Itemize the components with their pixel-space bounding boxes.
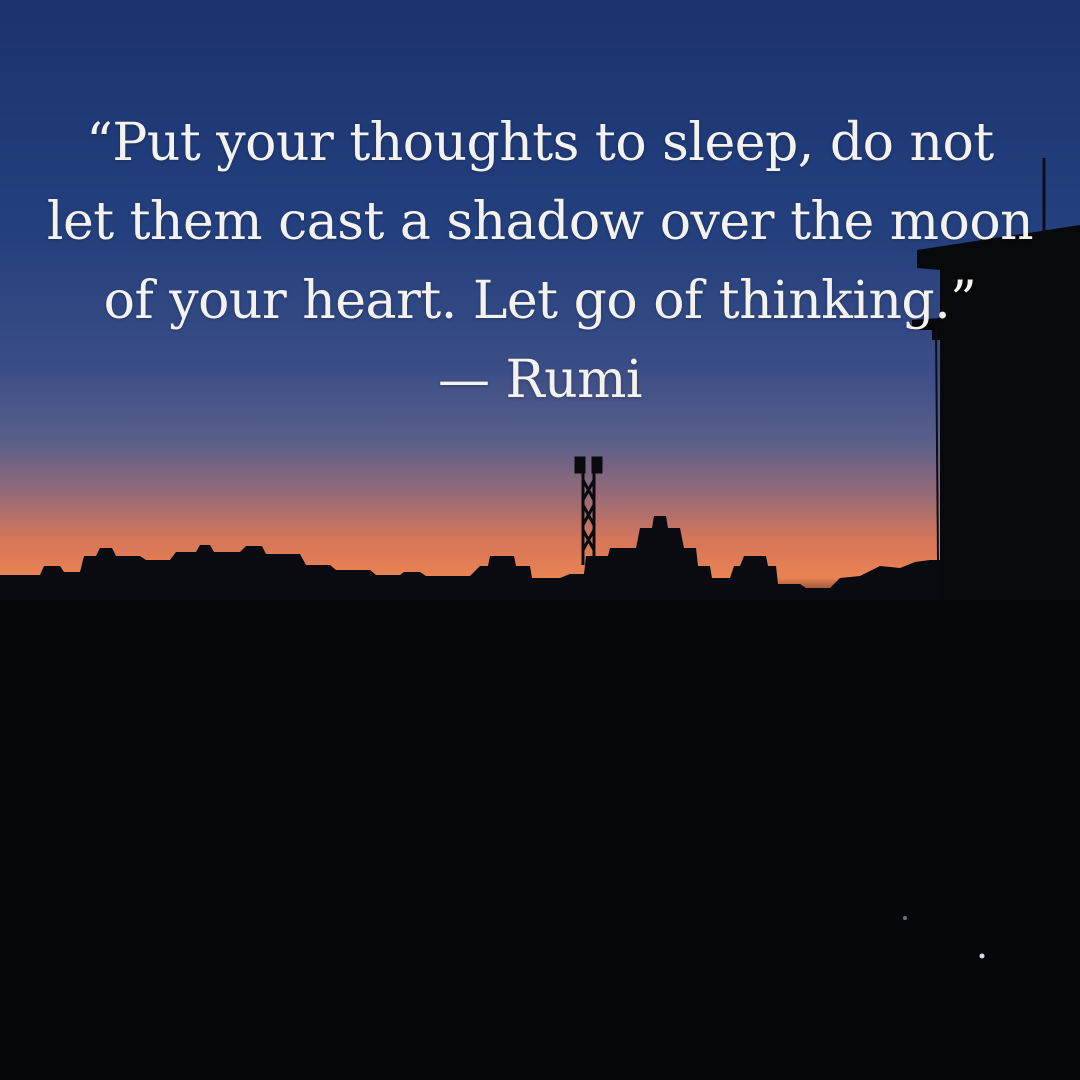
quote-line: let them cast a shadow over the moon bbox=[46, 192, 1034, 252]
quote-attribution: — Rumi bbox=[437, 350, 643, 410]
quote-text-block bbox=[40, 104, 1040, 420]
cell-tower bbox=[576, 458, 601, 565]
quote-line: “Put your thoughts to sleep, do not bbox=[86, 113, 994, 173]
quote-line: of your heart. Let go of thinking.” bbox=[103, 271, 977, 331]
